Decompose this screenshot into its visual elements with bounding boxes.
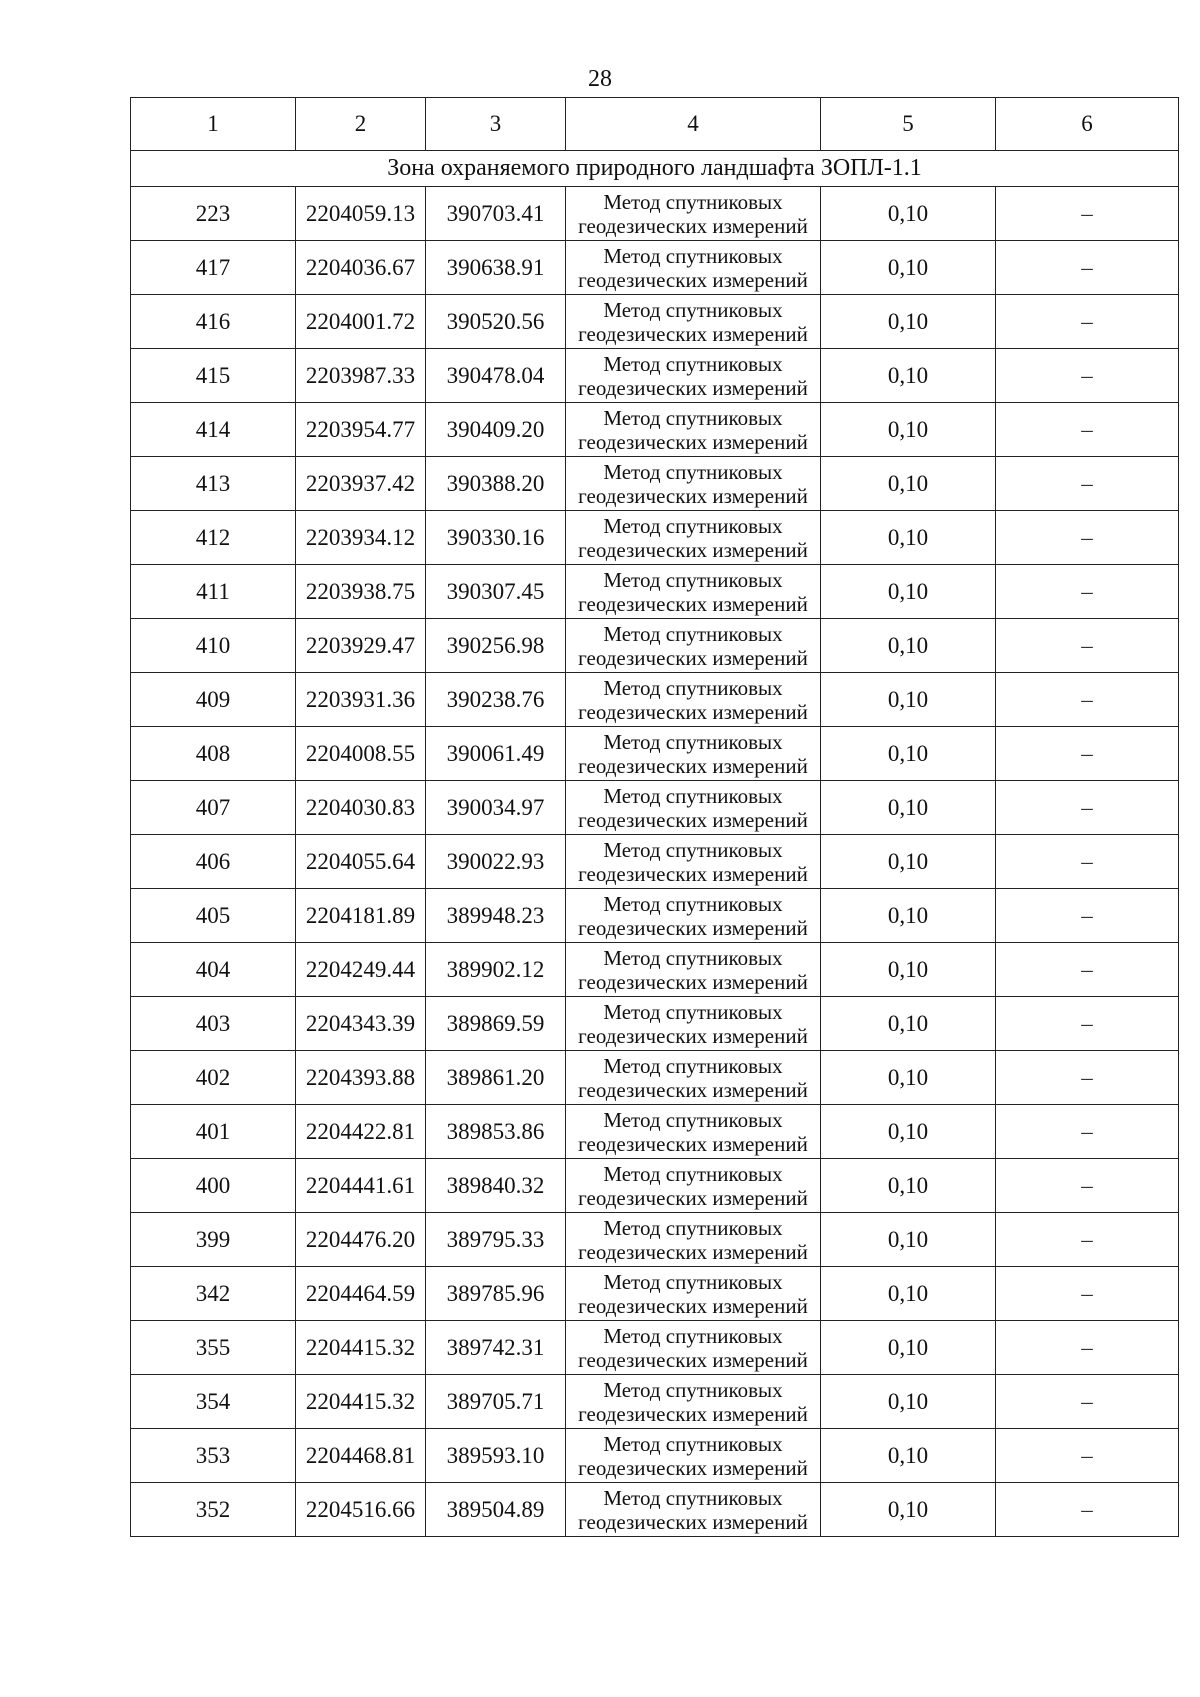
note-cell: – (996, 1483, 1179, 1537)
method-line-2: геодезических измерений (578, 429, 808, 454)
note-cell: – (996, 943, 1179, 997)
table-row (131, 781, 1179, 835)
point-number-cell: 416 (131, 295, 296, 349)
point-number-cell: 406 (131, 835, 296, 889)
table-row (131, 1267, 1179, 1321)
point-number-cell: 401 (131, 1105, 296, 1159)
method-line-2: геодезических измерений (578, 1347, 808, 1372)
note-cell: – (996, 997, 1179, 1051)
x-coordinate-cell: 2204393.88 (296, 1051, 426, 1105)
table-row (131, 457, 1179, 511)
table-row (131, 997, 1179, 1051)
method-cell (566, 295, 821, 349)
y-coordinate-cell: 390388.20 (426, 457, 566, 511)
table-row (131, 403, 1179, 457)
accuracy-cell: 0,10 (821, 1321, 996, 1375)
method-line-2: геодезических измерений (578, 213, 808, 238)
coordinates-table-container (130, 97, 1178, 1537)
y-coordinate-cell: 390330.16 (426, 511, 566, 565)
table-row (131, 241, 1179, 295)
column-header: 5 (821, 98, 996, 151)
x-coordinate-cell: 2204249.44 (296, 943, 426, 997)
method-line-2: геодезических измерений (578, 807, 808, 832)
note-cell: – (996, 1429, 1179, 1483)
y-coordinate-cell: 389840.32 (426, 1159, 566, 1213)
y-coordinate-cell: 390520.56 (426, 295, 566, 349)
column-header: 3 (426, 98, 566, 151)
accuracy-cell: 0,10 (821, 943, 996, 997)
accuracy-cell: 0,10 (821, 619, 996, 673)
method-line-2: геодезических измерений (578, 267, 808, 292)
y-coordinate-cell: 390022.93 (426, 835, 566, 889)
x-coordinate-cell: 2203934.12 (296, 511, 426, 565)
method-line-1: Метод спутниковых (603, 675, 783, 700)
y-coordinate-cell: 389593.10 (426, 1429, 566, 1483)
point-number-cell: 402 (131, 1051, 296, 1105)
x-coordinate-cell: 2204001.72 (296, 295, 426, 349)
note-cell: – (996, 565, 1179, 619)
x-coordinate-cell: 2204468.81 (296, 1429, 426, 1483)
accuracy-cell: 0,10 (821, 1159, 996, 1213)
accuracy-cell: 0,10 (821, 1213, 996, 1267)
point-number-cell: 405 (131, 889, 296, 943)
x-coordinate-cell: 2204343.39 (296, 997, 426, 1051)
point-number-cell: 403 (131, 997, 296, 1051)
zone-title: Зона охраняемого природного ландшафта ЗОПЛ-1.1 (131, 151, 1179, 187)
note-cell: – (996, 241, 1179, 295)
accuracy-cell: 0,10 (821, 835, 996, 889)
x-coordinate-cell: 2204516.66 (296, 1483, 426, 1537)
method-cell (566, 511, 821, 565)
column-header: 4 (566, 98, 821, 151)
column-header: 6 (996, 98, 1179, 151)
x-coordinate-cell: 2204415.32 (296, 1321, 426, 1375)
method-line-1: Метод спутниковых (603, 243, 783, 268)
method-line-1: Метод спутниковых (603, 351, 783, 376)
table-row (131, 1051, 1179, 1105)
page-number: 28 (588, 66, 612, 92)
table-body (131, 151, 1179, 1537)
method-line-1: Метод спутниковых (603, 513, 783, 538)
method-line-1: Метод спутниковых (603, 189, 783, 214)
note-cell: – (996, 1159, 1179, 1213)
y-coordinate-cell: 390238.76 (426, 673, 566, 727)
method-line-1: Метод спутниковых (603, 1215, 783, 1240)
method-cell (566, 1267, 821, 1321)
accuracy-cell: 0,10 (821, 403, 996, 457)
x-coordinate-cell: 2204476.20 (296, 1213, 426, 1267)
method-line-2: геодезических измерений (578, 321, 808, 346)
accuracy-cell: 0,10 (821, 511, 996, 565)
method-line-2: геодезических измерений (578, 1077, 808, 1102)
y-coordinate-cell: 390638.91 (426, 241, 566, 295)
accuracy-cell: 0,10 (821, 1429, 996, 1483)
point-number-cell: 415 (131, 349, 296, 403)
point-number-cell: 407 (131, 781, 296, 835)
y-coordinate-cell: 389902.12 (426, 943, 566, 997)
table-row (131, 619, 1179, 673)
point-number-cell: 342 (131, 1267, 296, 1321)
accuracy-cell: 0,10 (821, 457, 996, 511)
table-row (131, 1159, 1179, 1213)
method-line-2: геодезических измерений (578, 969, 808, 994)
method-cell (566, 187, 821, 241)
x-coordinate-cell: 2203987.33 (296, 349, 426, 403)
table-row (131, 1429, 1179, 1483)
note-cell: – (996, 295, 1179, 349)
note-cell: – (996, 1105, 1179, 1159)
table-row (131, 511, 1179, 565)
note-cell: – (996, 403, 1179, 457)
y-coordinate-cell: 389861.20 (426, 1051, 566, 1105)
table-row (131, 1321, 1179, 1375)
note-cell: – (996, 349, 1179, 403)
method-line-2: геодезических измерений (578, 537, 808, 562)
table-row (131, 835, 1179, 889)
method-cell (566, 1051, 821, 1105)
method-line-1: Метод спутниковых (603, 1269, 783, 1294)
y-coordinate-cell: 389785.96 (426, 1267, 566, 1321)
method-line-2: геодезических измерений (578, 1185, 808, 1210)
note-cell: – (996, 1375, 1179, 1429)
table-row (131, 295, 1179, 349)
x-coordinate-cell: 2204464.59 (296, 1267, 426, 1321)
method-line-2: геодезических измерений (578, 699, 808, 724)
column-header: 1 (131, 98, 296, 151)
method-cell (566, 457, 821, 511)
table-row (131, 565, 1179, 619)
method-line-1: Метод спутниковых (603, 1431, 783, 1456)
point-number-cell: 404 (131, 943, 296, 997)
method-line-1: Метод спутниковых (603, 405, 783, 430)
method-line-1: Метод спутниковых (603, 1323, 783, 1348)
accuracy-cell: 0,10 (821, 997, 996, 1051)
x-coordinate-cell: 2203937.42 (296, 457, 426, 511)
x-coordinate-cell: 2204441.61 (296, 1159, 426, 1213)
method-line-2: геодезических измерений (578, 915, 808, 940)
method-cell (566, 565, 821, 619)
accuracy-cell: 0,10 (821, 295, 996, 349)
method-line-2: геодезических измерений (578, 1293, 808, 1318)
point-number-cell: 400 (131, 1159, 296, 1213)
method-cell (566, 619, 821, 673)
method-cell (566, 1213, 821, 1267)
y-coordinate-cell: 389948.23 (426, 889, 566, 943)
method-line-1: Метод спутниковых (603, 1377, 783, 1402)
method-cell (566, 673, 821, 727)
point-number-cell: 417 (131, 241, 296, 295)
table-row (131, 349, 1179, 403)
x-coordinate-cell: 2203931.36 (296, 673, 426, 727)
method-cell (566, 835, 821, 889)
point-number-cell: 354 (131, 1375, 296, 1429)
accuracy-cell: 0,10 (821, 727, 996, 781)
method-line-1: Метод спутниковых (603, 945, 783, 970)
table-row (131, 673, 1179, 727)
header-row (131, 98, 1179, 151)
method-line-1: Метод спутниковых (603, 1161, 783, 1186)
y-coordinate-cell: 389869.59 (426, 997, 566, 1051)
method-line-1: Метод спутниковых (603, 297, 783, 322)
accuracy-cell: 0,10 (821, 565, 996, 619)
method-cell (566, 997, 821, 1051)
method-line-2: геодезических измерений (578, 1401, 808, 1426)
method-cell (566, 241, 821, 295)
method-line-2: геодезических измерений (578, 375, 808, 400)
x-coordinate-cell: 2204181.89 (296, 889, 426, 943)
x-coordinate-cell: 2204415.32 (296, 1375, 426, 1429)
method-cell (566, 1105, 821, 1159)
table-row (131, 1483, 1179, 1537)
x-coordinate-cell: 2203954.77 (296, 403, 426, 457)
accuracy-cell: 0,10 (821, 1105, 996, 1159)
point-number-cell: 352 (131, 1483, 296, 1537)
method-line-1: Метод спутниковых (603, 567, 783, 592)
y-coordinate-cell: 390256.98 (426, 619, 566, 673)
coordinates-table (130, 97, 1179, 1537)
accuracy-cell: 0,10 (821, 1267, 996, 1321)
method-line-1: Метод спутниковых (603, 621, 783, 646)
y-coordinate-cell: 389705.71 (426, 1375, 566, 1429)
method-cell (566, 1321, 821, 1375)
method-line-2: геодезических измерений (578, 1023, 808, 1048)
method-line-1: Метод спутниковых (603, 1485, 783, 1510)
accuracy-cell: 0,10 (821, 673, 996, 727)
y-coordinate-cell: 390034.97 (426, 781, 566, 835)
point-number-cell: 409 (131, 673, 296, 727)
x-coordinate-cell: 2204008.55 (296, 727, 426, 781)
y-coordinate-cell: 390061.49 (426, 727, 566, 781)
column-header: 2 (296, 98, 426, 151)
method-cell (566, 781, 821, 835)
zone-title-row (131, 151, 1179, 187)
method-cell (566, 1159, 821, 1213)
note-cell: – (996, 1267, 1179, 1321)
y-coordinate-cell: 390307.45 (426, 565, 566, 619)
method-line-2: геодезических измерений (578, 1455, 808, 1480)
note-cell: – (996, 889, 1179, 943)
point-number-cell: 223 (131, 187, 296, 241)
point-number-cell: 355 (131, 1321, 296, 1375)
method-line-1: Метод спутниковых (603, 783, 783, 808)
method-line-1: Метод спутниковых (603, 999, 783, 1024)
method-cell (566, 727, 821, 781)
method-line-1: Метод спутниковых (603, 459, 783, 484)
method-line-2: геодезических измерений (578, 1509, 808, 1534)
accuracy-cell: 0,10 (821, 187, 996, 241)
x-coordinate-cell: 2204059.13 (296, 187, 426, 241)
point-number-cell: 353 (131, 1429, 296, 1483)
accuracy-cell: 0,10 (821, 781, 996, 835)
y-coordinate-cell: 390409.20 (426, 403, 566, 457)
method-cell (566, 1375, 821, 1429)
accuracy-cell: 0,10 (821, 1483, 996, 1537)
note-cell: – (996, 727, 1179, 781)
table-row (131, 1105, 1179, 1159)
note-cell: – (996, 457, 1179, 511)
method-line-1: Метод спутниковых (603, 1107, 783, 1132)
method-line-1: Метод спутниковых (603, 1053, 783, 1078)
note-cell: – (996, 187, 1179, 241)
x-coordinate-cell: 2204055.64 (296, 835, 426, 889)
method-line-1: Метод спутниковых (603, 729, 783, 754)
x-coordinate-cell: 2204036.67 (296, 241, 426, 295)
point-number-cell: 408 (131, 727, 296, 781)
point-number-cell: 399 (131, 1213, 296, 1267)
x-coordinate-cell: 2203938.75 (296, 565, 426, 619)
accuracy-cell: 0,10 (821, 241, 996, 295)
method-line-2: геодезических измерений (578, 1131, 808, 1156)
table-row (131, 889, 1179, 943)
accuracy-cell: 0,10 (821, 1375, 996, 1429)
method-cell (566, 1483, 821, 1537)
accuracy-cell: 0,10 (821, 349, 996, 403)
x-coordinate-cell: 2204422.81 (296, 1105, 426, 1159)
method-line-2: геодезических измерений (578, 483, 808, 508)
note-cell: – (996, 673, 1179, 727)
table-row (131, 1375, 1179, 1429)
table-row (131, 943, 1179, 997)
point-number-cell: 412 (131, 511, 296, 565)
method-cell (566, 403, 821, 457)
point-number-cell: 410 (131, 619, 296, 673)
point-number-cell: 413 (131, 457, 296, 511)
method-cell (566, 889, 821, 943)
table-row (131, 187, 1179, 241)
y-coordinate-cell: 390478.04 (426, 349, 566, 403)
table-row (131, 1213, 1179, 1267)
method-cell (566, 1429, 821, 1483)
y-coordinate-cell: 389853.86 (426, 1105, 566, 1159)
note-cell: – (996, 619, 1179, 673)
y-coordinate-cell: 389742.31 (426, 1321, 566, 1375)
method-line-2: геодезических измерений (578, 861, 808, 886)
x-coordinate-cell: 2204030.83 (296, 781, 426, 835)
x-coordinate-cell: 2203929.47 (296, 619, 426, 673)
accuracy-cell: 0,10 (821, 1051, 996, 1105)
table-row (131, 727, 1179, 781)
method-line-1: Метод спутниковых (603, 891, 783, 916)
table-header (131, 98, 1179, 151)
note-cell: – (996, 511, 1179, 565)
accuracy-cell: 0,10 (821, 889, 996, 943)
method-cell (566, 943, 821, 997)
note-cell: – (996, 1051, 1179, 1105)
y-coordinate-cell: 389504.89 (426, 1483, 566, 1537)
method-line-1: Метод спутниковых (603, 837, 783, 862)
point-number-cell: 414 (131, 403, 296, 457)
method-line-2: геодезических измерений (578, 753, 808, 778)
method-line-2: геодезических измерений (578, 645, 808, 670)
note-cell: – (996, 835, 1179, 889)
y-coordinate-cell: 390703.41 (426, 187, 566, 241)
method-line-2: геодезических измерений (578, 1239, 808, 1264)
y-coordinate-cell: 389795.33 (426, 1213, 566, 1267)
note-cell: – (996, 1321, 1179, 1375)
note-cell: – (996, 781, 1179, 835)
method-line-2: геодезических измерений (578, 591, 808, 616)
note-cell: – (996, 1213, 1179, 1267)
method-cell (566, 349, 821, 403)
point-number-cell: 411 (131, 565, 296, 619)
